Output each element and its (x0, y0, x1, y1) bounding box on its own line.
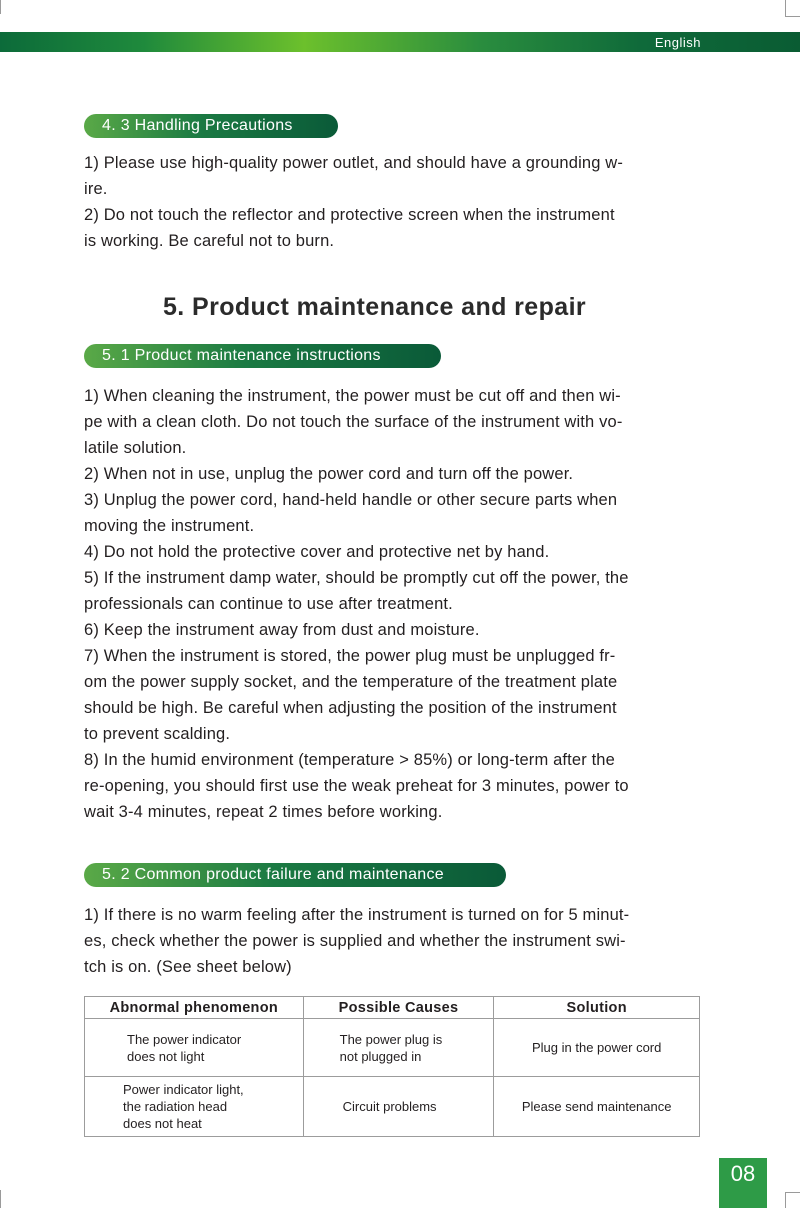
table-row (85, 1077, 700, 1137)
section-5-2-text (84, 902, 704, 980)
text-line: 4) Do not hold the protective cover and protective net by hand. (84, 543, 550, 561)
text-line: 3) Unplug the power cord, hand-held handle or other secure parts when (84, 491, 618, 509)
section-5-2-label: 5. 2 Common product failure and maintenance (102, 866, 444, 883)
cell-line: Circuit problems (342, 1099, 437, 1114)
cell-line: The power indicator (127, 1031, 242, 1047)
text-line: 1) Please use high-quality power outlet, and should have a grounding w- (84, 154, 623, 172)
page-number-badge: 08 (719, 1158, 767, 1208)
table-row (85, 1019, 700, 1077)
text-line: is working. Be careful not to burn. (84, 232, 335, 250)
cause-cell (303, 1019, 494, 1077)
section-4-3-label: 4. 3 Handling Precautions (102, 117, 293, 134)
solution-cell: Please send maintenance (494, 1077, 700, 1137)
text-line: ire. (84, 180, 108, 198)
cell-line: does not light (127, 1048, 205, 1064)
text-line: 7) When the instrument is stored, the power plug must be unplugged fr- (84, 647, 616, 665)
text-line: 6) Keep the instrument away from dust and moisture. (84, 621, 480, 639)
language-label: English (654, 35, 701, 50)
cell-line: does not heat (123, 1116, 202, 1131)
text-line: 2) When not in use, unplug the power cord and turn off the power. (84, 465, 574, 483)
section-5-1-heading (84, 344, 441, 368)
chapter-5-title: 5. Product maintenance and repair (163, 293, 587, 321)
text-line: should be high. Be careful when adjusting the position of the instrument (84, 699, 617, 717)
text-line: pe with a clean cloth. Do not touch the surface of the instrument with vo- (84, 413, 623, 431)
crop-mark-bottom-left (0, 1190, 1, 1208)
cell-line: The power plug is (339, 1031, 443, 1047)
solution-cell: Plug in the power cord (494, 1019, 700, 1077)
phenomenon-cell (85, 1077, 304, 1137)
header-solution: Solution (494, 997, 700, 1019)
section-4-3-heading (84, 114, 338, 138)
crop-mark-bottom-right-v (785, 1192, 786, 1208)
crop-mark-top-left (0, 0, 1, 14)
text-line: 2) Do not touch the reflector and protective screen when the instrument (84, 206, 615, 224)
text-line: om the power supply socket, and the temperature of the treatment plate (84, 673, 618, 691)
text-line: re-opening, you should first use the weak preheat for 3 minutes, power to (84, 777, 629, 795)
header-abnormal-phenomenon: Abnormal phenomenon (85, 997, 304, 1019)
cell-line: Power indicator light, (123, 1082, 244, 1097)
phenomenon-cell (85, 1019, 304, 1077)
crop-mark-top-right-h (785, 16, 800, 17)
cause-cell (303, 1077, 494, 1137)
cell-line: not plugged in (339, 1048, 422, 1064)
text-line: to prevent scalding. (84, 725, 231, 743)
section-5-1-text (84, 383, 704, 825)
text-line: tch is on. (See sheet below) (84, 958, 292, 976)
crop-mark-bottom-right-h (785, 1192, 800, 1193)
section-4-3-text (84, 150, 704, 254)
section-5-1-label: 5. 1 Product maintenance instructions (102, 347, 381, 364)
text-line: 1) If there is no warm feeling after the instrument is turned on for 5 minut- (84, 906, 630, 924)
language-header-bar (0, 32, 800, 52)
section-5-2-heading (84, 863, 506, 887)
text-line: 1) When cleaning the instrument, the power must be cut off and then wi- (84, 387, 621, 405)
cell-line: the radiation head (123, 1099, 228, 1114)
text-line: moving the instrument. (84, 517, 255, 535)
crop-mark-top-right-v (785, 0, 786, 16)
text-line: 8) In the humid environment (temperature > 85%) or long-term after the (84, 751, 615, 769)
text-line: es, check whether the power is supplied and whether the instrument swi- (84, 932, 626, 950)
table-header-row (85, 997, 700, 1019)
text-line: wait 3-4 minutes, repeat 2 times before working. (84, 803, 443, 821)
header-possible-causes: Possible Causes (303, 997, 494, 1019)
text-line: professionals can continue to use after treatment. (84, 595, 453, 613)
text-line: latile solution. (84, 439, 187, 457)
text-line: 5) If the instrument damp water, should be promptly cut off the power, the (84, 569, 629, 587)
maintenance-table (84, 996, 700, 1137)
